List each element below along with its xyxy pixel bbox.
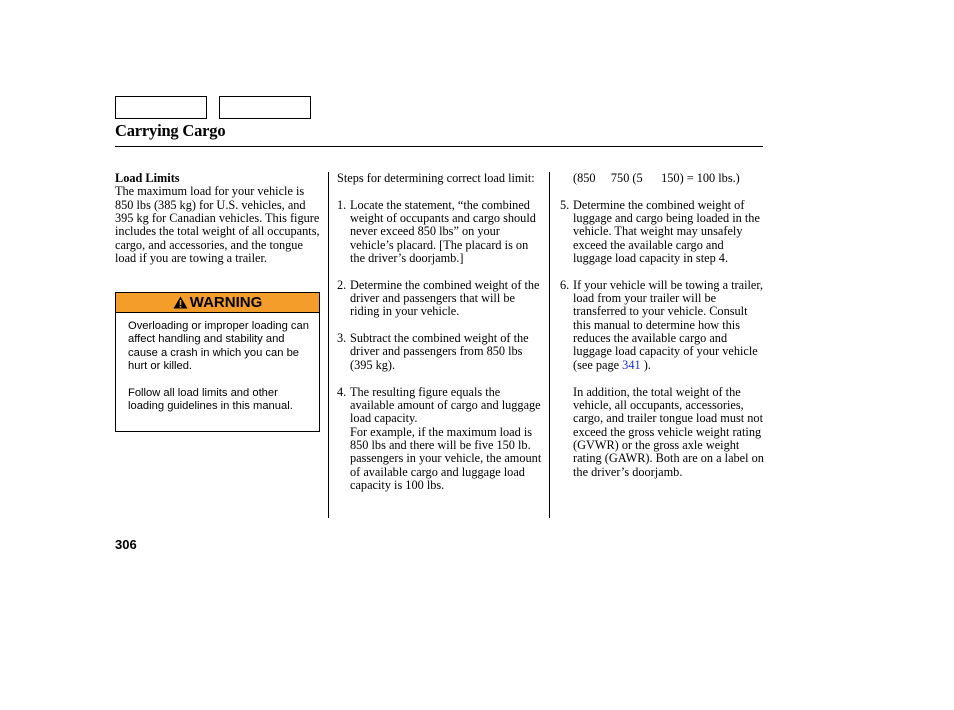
warning-text-1: Overloading or improper loading can affect handling and stability and cause a crash in which you can be hurt or killed. [128, 320, 309, 373]
warning-triangle-icon [173, 296, 188, 309]
step-text: Locate the statement, “the combined weight of occupants and cargo should never exceed 850 lbs” on your vehicle’s placard. [The placard is on the driver’s doorjamb.] [350, 197, 536, 266]
load-limits-heading: Load Limits [115, 171, 180, 185]
column-divider-2 [549, 172, 550, 518]
step-text-end: ). [640, 357, 651, 372]
section-title: Carrying Cargo [115, 121, 226, 140]
step-3 [337, 332, 545, 372]
step-1 [337, 199, 545, 266]
step-4 [337, 386, 545, 493]
step-text: The resulting figure equals the available amount of cargo and luggage load capacity. [350, 384, 541, 426]
example-formula: (850 750 (5 150) = 100 lbs.) [573, 171, 740, 185]
step-text: Determine the combined weight of the driver and passengers that will be riding in your vehicle. [350, 277, 540, 319]
step-text: Determine the combined weight of luggage and cargo being loaded in the vehicle. That weight may unsafely exceed the available cargo and luggage load capacity in step 4. [573, 197, 760, 266]
title-rule [115, 146, 763, 147]
step-example: For example, if the maximum load is 850 lbs and there will be five 150 lb. passengers in your vehicle, the amount of available cargo and luggage load capacity is 100 lbs. [350, 424, 542, 492]
column-2 [337, 172, 545, 492]
step-number: 6. [560, 277, 570, 292]
step-5 [560, 199, 765, 266]
column-3 [560, 172, 765, 479]
step-number: 1. [337, 197, 347, 212]
step-number: 3. [337, 331, 347, 346]
header-tab-box-1 [115, 96, 207, 119]
steps-intro: Steps for determining correct load limit: [337, 171, 535, 185]
warning-body [116, 313, 319, 414]
load-limits-paragraph: The maximum load for your vehicle is 850 lbs (385 kg) for U.S. vehicles, and 395 kg for Canadian vehicles. This figure includes the total weight of all occupants, cargo, and accessories, and the tongue load if you are towing a trailer. [115, 184, 320, 266]
column-divider-1 [328, 172, 329, 518]
step-number: 5. [560, 197, 570, 212]
step-text: Subtract the combined weight of the driver and passengers from 850 lbs (395 kg). [350, 331, 529, 372]
warning-box [115, 292, 320, 432]
column-1 [115, 172, 320, 265]
warning-title: WARNING [189, 294, 263, 311]
page-link-341[interactable]: 341 [622, 357, 641, 372]
step-number: 2. [337, 277, 347, 292]
step-number: 4. [337, 384, 347, 399]
addition-paragraph: In addition, the total weight of the vehicle, all occupants, accessories, cargo, and trailer tongue load must not exceed the gross vehicle weight rating (GVWR) or the gross axle weight rating (GAWR). Both are on a label on the driver’s doorjamb. [573, 384, 764, 479]
step-6 [560, 279, 765, 372]
warning-header [116, 293, 319, 313]
step-2 [337, 279, 545, 319]
page-number: 306 [115, 537, 137, 552]
warning-text-2: Follow all load limits and other loading guidelines in this manual. [128, 387, 293, 413]
header-tab-box-2 [219, 96, 311, 119]
step-text: If your vehicle will be towing a trailer, load from your trailer will be transferred to your vehicle. Consult this manual to determine how this reduces the available cargo and luggage load capacity of your vehicle (see page [573, 277, 764, 372]
